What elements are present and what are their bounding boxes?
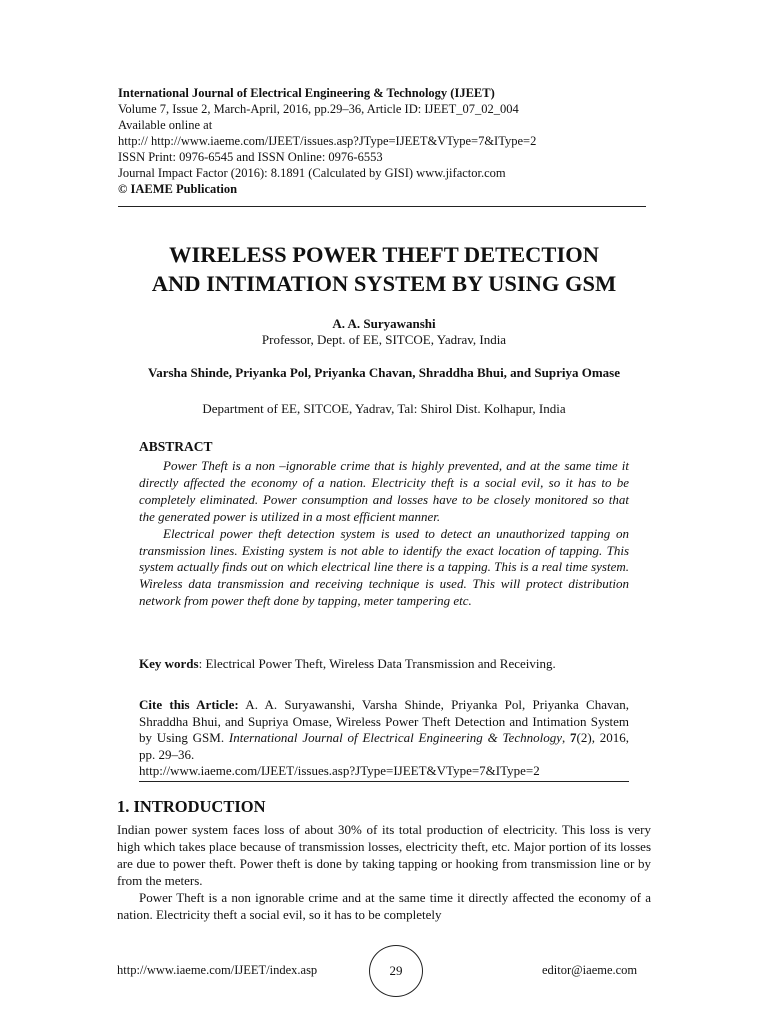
footer-url[interactable]: http://www.iaeme.com/IJEET/index.asp	[117, 963, 318, 977]
keywords	[139, 656, 629, 673]
section-heading-introduction: 1. INTRODUCTION	[117, 797, 266, 816]
primary-author: A. A. Suryawanshi	[332, 316, 436, 331]
abstract-heading: ABSTRACT	[139, 439, 213, 454]
available-online: Available online at	[118, 118, 213, 132]
page-number-text: 29	[389, 963, 403, 978]
title-line-1: WIRELESS POWER THEFT DETECTION	[169, 242, 599, 267]
intro-paragraph-2: Power Theft is a non ignorable crime and at the same time it directly affected the economy of a nation. Electricity theft a social evil, so it has to be completely	[117, 890, 651, 922]
page-number	[369, 945, 423, 997]
header-divider	[118, 206, 646, 207]
intro-paragraph-1: Indian power system faces loss of about 30% of its total production of electricity. This loss is very high which takes place because of transmission losses, electricity theft, etc. Major portion of its losses are due to power theft. Power theft is done by taking tapping or hooking from transmission line or by from the meters.	[117, 822, 651, 888]
title-line-2: AND INTIMATION SYSTEM BY USING GSM	[151, 271, 617, 296]
issn-info: ISSN Print: 0976-6545 and ISSN Online: 0976-6553	[118, 150, 383, 164]
keywords-label: Key words	[139, 656, 199, 671]
abstract-paragraph-1: Power Theft is a non –ignorable crime that is highly prevented, and at the same time it directly affected the economy of a nation. Electricity theft is a social evil, so it has to be completely eliminated. Power consumption and losses have to be closely monitored so that the generated power is utilized in a most efficient manner.	[139, 458, 629, 524]
cite-label: Cite this Article:	[139, 697, 239, 712]
volume-info: Volume 7, Issue 2, March-April, 2016, pp.29–36, Article ID: IJEET_07_02_004	[118, 102, 519, 116]
publisher: © IAEME Publication	[118, 182, 238, 196]
abstract-body	[139, 458, 629, 610]
introduction-body	[117, 821, 651, 923]
co-authors: Varsha Shinde, Priyanka Pol, Priyanka Chavan, Shraddha Bhui, and Supriya Omase	[148, 365, 620, 380]
cite-separator: ,	[561, 730, 571, 745]
keywords-text: : Electrical Power Theft, Wireless Data Transmission and Receiving.	[198, 656, 556, 671]
cite-journal: International Journal of Electrical Engineering & Technology	[228, 730, 562, 745]
cite-volume: 7	[570, 730, 577, 745]
primary-affiliation: Professor, Dept. of EE, SITCOE, Yadrav, India	[261, 332, 507, 347]
cite-url[interactable]: http://www.iaeme.com/IJEET/issues.asp?JType=IJEET&VType=7&IType=2	[139, 763, 540, 778]
citation-divider	[139, 781, 629, 782]
journal-header	[118, 85, 678, 197]
journal-name: International Journal of Electrical Engineering & Technology (IJEET)	[118, 86, 495, 100]
co-author-affiliation: Department of EE, SITCOE, Yadrav, Tal: Shirol Dist. Kolhapur, India	[202, 401, 566, 416]
paper-title	[100, 240, 668, 298]
abstract-paragraph-2: Electrical power theft detection system is used to detect an unauthorized tapping on transmission lines. Existing system is not able to identify the exact location of tapping. This system actually finds out on which electrical line there is a tapping. This is a real time system. Wireless data transmission and receiving technique is used. This will protect distribution network from power theft done by tapping, meter tampering etc.	[139, 525, 629, 609]
cite-text: A. A. Suryawanshi, Varsha Shinde, Priyanka Pol, Priyanka Chavan, Shraddha Bhui, and Supriya Omase, Wireless Power Theft Detection and Intimation System by Using GSM.	[139, 697, 629, 745]
cite-rest: (2), 2016, pp. 29–36.	[139, 730, 630, 762]
citation-block	[139, 697, 629, 780]
issue-url[interactable]: http:// http://www.iaeme.com/IJEET/issues.asp?JType=IJEET&VType=7&IType=2	[118, 134, 537, 148]
footer-email[interactable]: editor@iaeme.com	[542, 963, 638, 977]
impact-factor: Journal Impact Factor (2016): 8.1891 (Calculated by GISI) www.jifactor.com	[118, 166, 506, 180]
